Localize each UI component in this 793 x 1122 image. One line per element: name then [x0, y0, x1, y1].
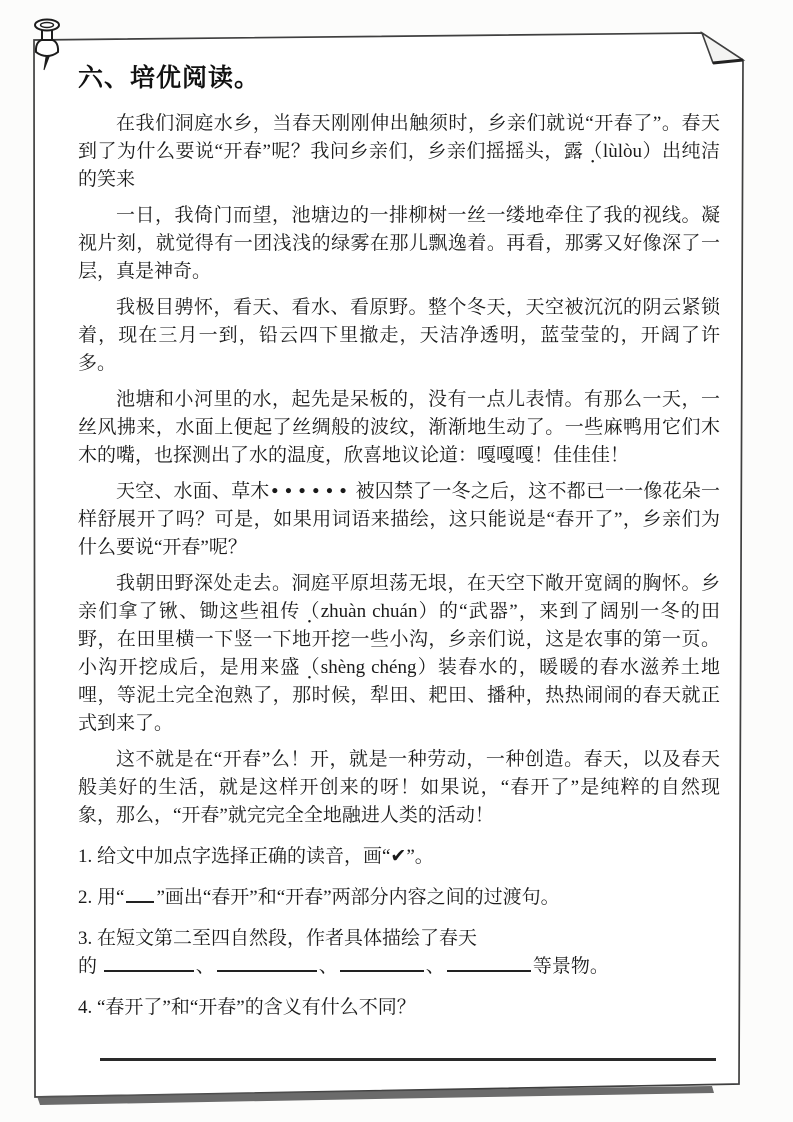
answer-blank[interactable] — [126, 884, 154, 903]
emphasis-dot-char: 露 — [563, 141, 584, 162]
section-title: 六、培优阅读。 — [78, 64, 261, 92]
answer-blank[interactable] — [340, 953, 424, 972]
question-1: 1. 给文中加点字选择正确的读音，画“✔”。 — [78, 846, 434, 867]
passage-paragraph-5: 天空、水面、草木 •••••• 被囚禁了一冬之后，这不都已一一像花朵一样舒展开了吗？可是，如果用词语来描绘，这只能说是“春开了”，乡亲们为什么要说“开春”呢？ — [78, 481, 720, 558]
passage-paragraph-6: 我朝田野深处走去。洞庭平原坦荡无垠，在天空下敞开宽阔的胸怀。乡亲们拿了锹、锄这些祖传（zhuàn chuán）的“武器”，来到了阔别一冬的田野，在田里横一下竖一下地开挖一些小沟，乡亲们说，这是农事的第一页。小沟开挖成后，是用来盛（shèng chéng）装春水的，暖暖的春水滋养土地哩，等泥土完全泡熟了，那时候，犁田、耙田、播种，热热闹闹的春天就正式到来了。 — [78, 573, 720, 734]
passage-paragraph-3: 我极目骋怀，看天、看水、看原野。整个冬天，天空被沉沉的阴云紧锁着，现在三月一到，铅云四下里撤走，天洁净透明，蓝莹莹的，开阔了许多。 — [78, 297, 720, 374]
passage-paragraph-4: 池塘和小河里的水，起先是呆板的，没有一点儿表情。有那么一天，一丝风拂来，水面上便起了丝绸般的波纹，渐渐地生动了。一些麻鸭用它们木木的嘴，也探测出了水的温度，欣喜地议论道：嘎嘎嘎！佳佳佳！ — [78, 389, 720, 466]
answer-blank[interactable] — [104, 953, 194, 972]
emphasis-dot-char: 盛 — [280, 657, 301, 678]
passage-paragraph-1: 在我们洞庭水乡，当春天刚刚伸出触须时，乡亲们就说“开春了”。春天到了为什么要说“开春”呢？我问乡亲们，乡亲们摇摇头，露（lùlòu）出纯洁的笑来 — [78, 113, 720, 190]
answer-line[interactable] — [100, 1058, 716, 1061]
passage-paragraph-7: 这不就是在“开春”么！开，就是一种劳动，一种创造。春天，以及春天般美好的生活，就是这样开创来的呀！如果说，“春开了”是纯粹的自然现象，那么，“开春”就完完全全地融进人类的活动！ — [78, 749, 720, 826]
question-2: 2. 用“ ”画出“春开”和“开春”两部分内容之间的过渡句。 — [78, 884, 720, 912]
answer-blank[interactable] — [447, 953, 531, 972]
answer-blank[interactable] — [217, 953, 317, 972]
worksheet-content — [78, 58, 720, 1061]
question-4: 4. “春开了”和“开春”的含义有什么不同？ — [78, 997, 416, 1018]
passage-paragraph-2: 一日，我倚门而望，池塘边的一排柳树一丝一缕地牵住了我的视线。凝视片刻，就觉得有一团浅浅的绿雾在那儿飘逸着。再看，那雾又好像深了一层，真是神奇。 — [78, 205, 720, 282]
emphasis-dot-char: 传 — [280, 601, 301, 622]
question-3: 3. 在短文第二至四自然段，作者具体描绘了春天 的 、 、 、 等景物。 — [78, 928, 609, 977]
